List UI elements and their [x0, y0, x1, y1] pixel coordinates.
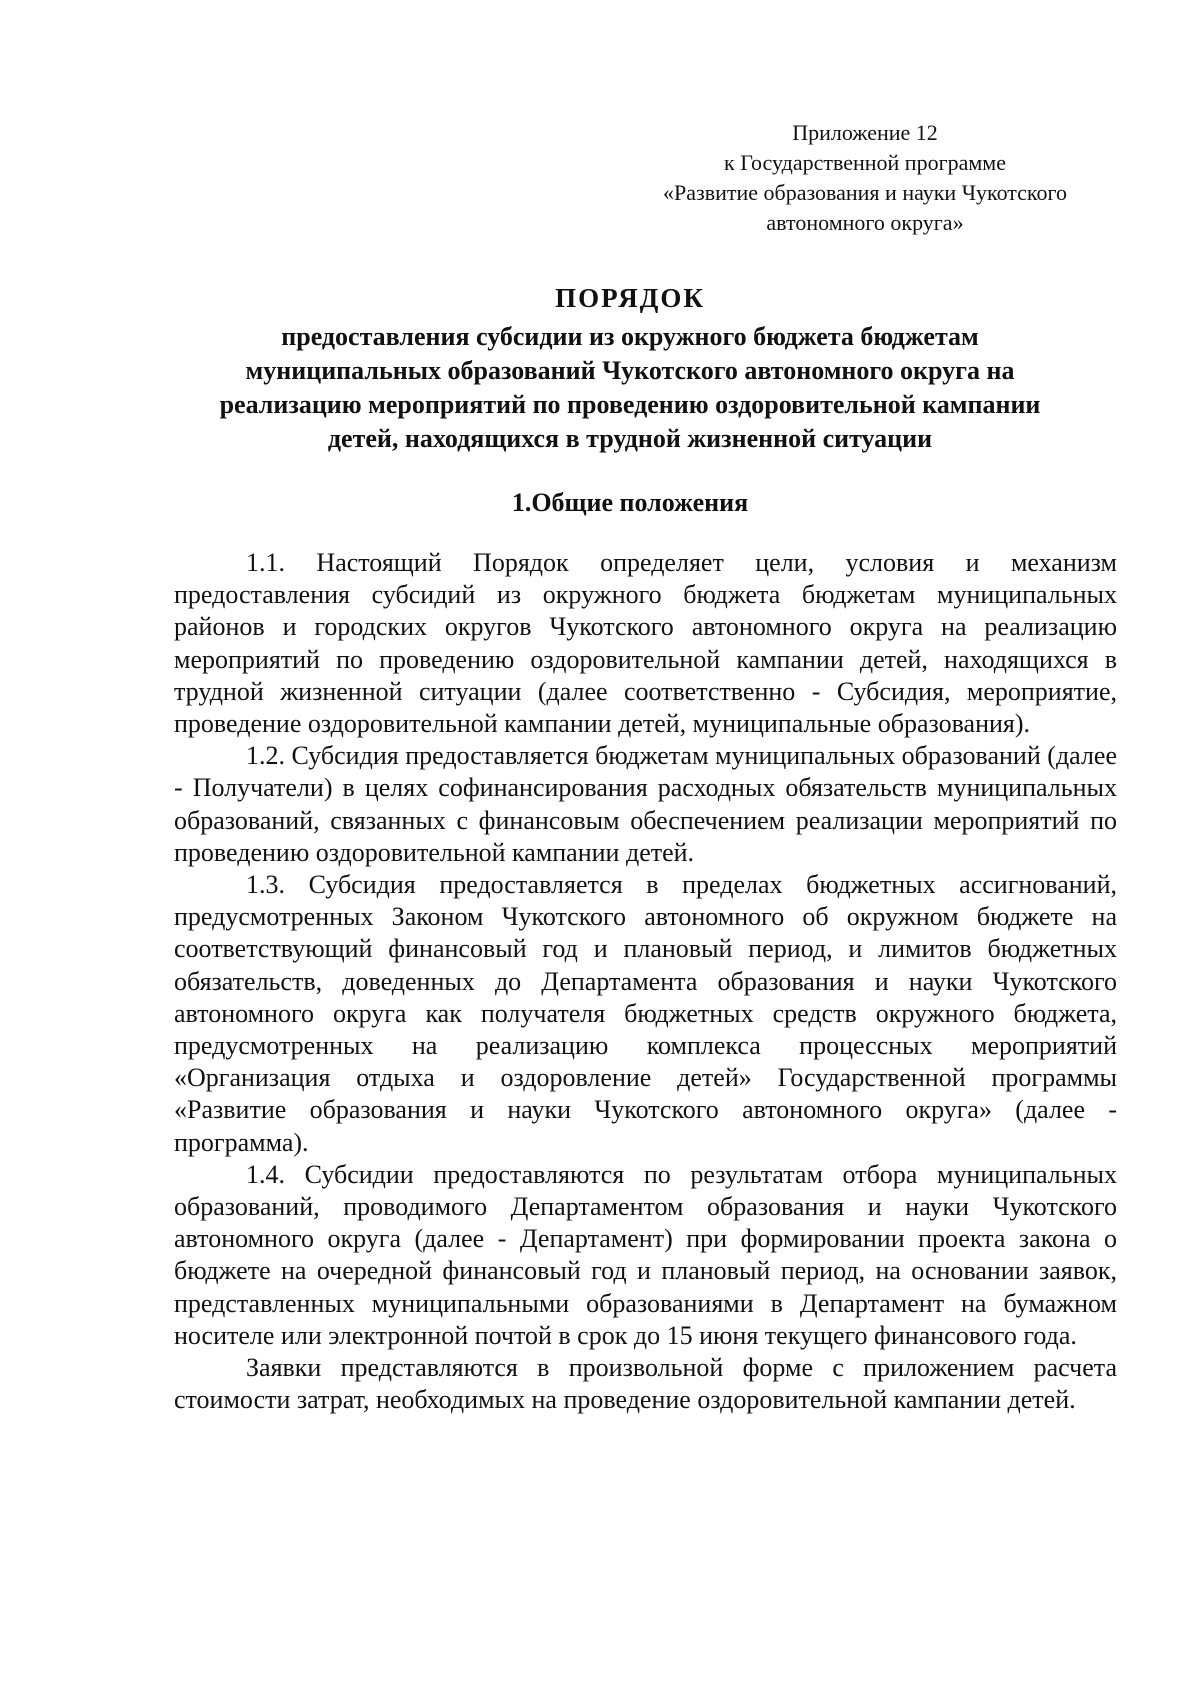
paragraph-1-1: 1.1. Настоящий Порядок определяет цели, условия и механизм предоставления субсидий из окружного бюджета бюджетам муниципальных районов и городских округов Чукотского автономного округа на реализацию мероприятий по проведению оздоровительной кампании детей, находящихся в трудной жизненной ситуации (далее соответственно - Субсидия, мероприятие, проведение оздоровительной кампании детей, муниципальные образования).	[174, 548, 1117, 739]
paragraph-1-3: 1.3. Субсидия предоставляется в пределах бюджетных ассигнований, предусмотренных Законом Чукотского автономного об окружном бюджете на соответствующий финансовый год и плановый период, и лимитов бюджетных обязательств, доведенных до Департамента образования и науки Чукотского автономного округа как получателя бюджетных средств окружного бюджета, предусмотренных на реализацию комплекса процессных мероприятий «Организация отдыха и оздоровление детей» Государственной программы «Развитие образования и науки Чукотского автономного округа» (далее - программа).	[174, 870, 1117, 1157]
appendix-number: Приложение 12	[792, 120, 938, 145]
subtitle-line: реализацию мероприятий по проведению оздоровительной кампании	[219, 390, 1041, 419]
document-subtitle	[130, 320, 1130, 456]
appendix-program-name-cont: автономного округа»	[766, 210, 964, 235]
subtitle-line: детей, находящихся в трудной жизненной ситуации	[327, 424, 933, 453]
section-heading: 1.Общие положения	[511, 488, 749, 517]
subtitle-line: предоставления субсидии из окружного бюджета бюджетам	[281, 322, 979, 351]
appendix-header	[640, 118, 1090, 238]
section-body	[174, 547, 1117, 1416]
appendix-program-ref: к Государственной программе	[724, 150, 1006, 175]
paragraph-1-4: 1.4. Субсидии предоставляются по результатам отбора муниципальных образований, проводимого Департаментом образования и науки Чукотского автономного округа (далее - Департамент) при формировании проекта закона о бюджете на очередной финансовый год и плановый период, на основании заявок, представленных муниципальными образованиями в Департамент на бумажном носителе или электронной почтой в срок до 15 июня текущего финансового года.	[174, 1159, 1117, 1350]
document-title: ПОРЯДОК	[555, 283, 705, 313]
paragraph-applications: Заявки представляются в произвольной форме с приложением расчета стоимости затрат, необходимых на проведение оздоровительной кампании детей.	[174, 1353, 1117, 1415]
document-title-block	[130, 280, 1130, 456]
subtitle-line: муниципальных образований Чукотского автономного округа на	[245, 356, 1015, 385]
appendix-program-name: «Развитие образования и науки Чукотского	[663, 180, 1067, 205]
paragraph-1-2: 1.2. Субсидия предоставляется бюджетам муниципальных образований (далее - Получатели) в целях софинансирования расходных обязательств муниципальных образований, связанных с финансовым обеспечением реализации мероприятий по проведению оздоровительной кампании детей.	[174, 741, 1117, 867]
